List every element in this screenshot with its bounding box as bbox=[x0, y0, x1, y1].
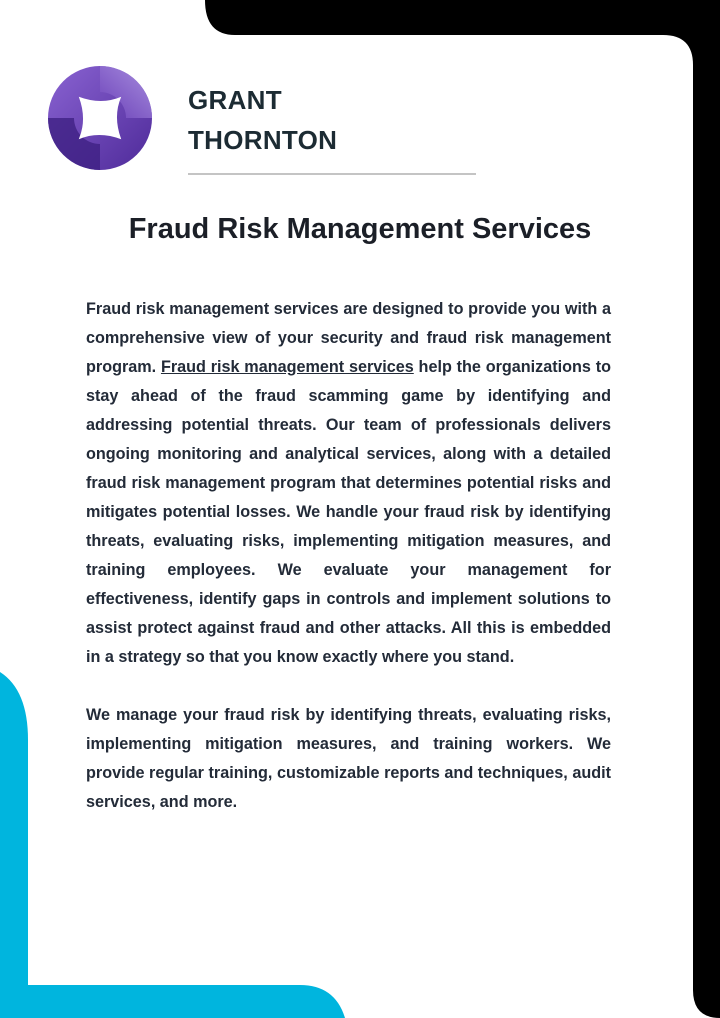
paragraph-1 bbox=[86, 295, 611, 672]
brand-line-2: THORNTON bbox=[188, 125, 338, 155]
cyan-left-shape bbox=[0, 672, 28, 1018]
paragraph-1-rest: help the organizations to stay ahead of the fraud scamming game by identifying and addressing potential threats. Our team of professionals delivers ongoing monitoring and analytical services, along with a detailed fraud risk management program that determines potential risks and mitigates potential losses. We handle your fraud risk by identifying threats, evaluating risks, implementing mitigation measures, and training employees. We evaluate your management for effectiveness, identify gaps in controls and implement solutions to assist protect against fraud and other attacks. All this is embedded in a strategy so that you know exactly where you stand. bbox=[86, 358, 611, 666]
fraud-risk-services-link[interactable]: Fraud risk management services bbox=[160, 358, 414, 376]
grant-thornton-logo-icon bbox=[46, 64, 154, 172]
brand-line-1: GRANT bbox=[188, 85, 282, 115]
brand-divider bbox=[188, 173, 476, 175]
cyan-bottom-shape bbox=[28, 985, 345, 1018]
paragraph-1-intro: Fraud risk management services are designed to provide you with a comprehensive view of your security and fraud risk management program. bbox=[86, 300, 611, 376]
article-body bbox=[86, 295, 611, 846]
brand-name bbox=[188, 80, 337, 160]
paragraph-2: We manage your fraud risk by identifying threats, evaluating risks, implementing mitigation measures, and training workers. We provide regular training, customizable reports and techniques, audit services, and more. bbox=[86, 706, 611, 811]
page-title: Fraud Risk Management Services bbox=[128, 213, 592, 245]
